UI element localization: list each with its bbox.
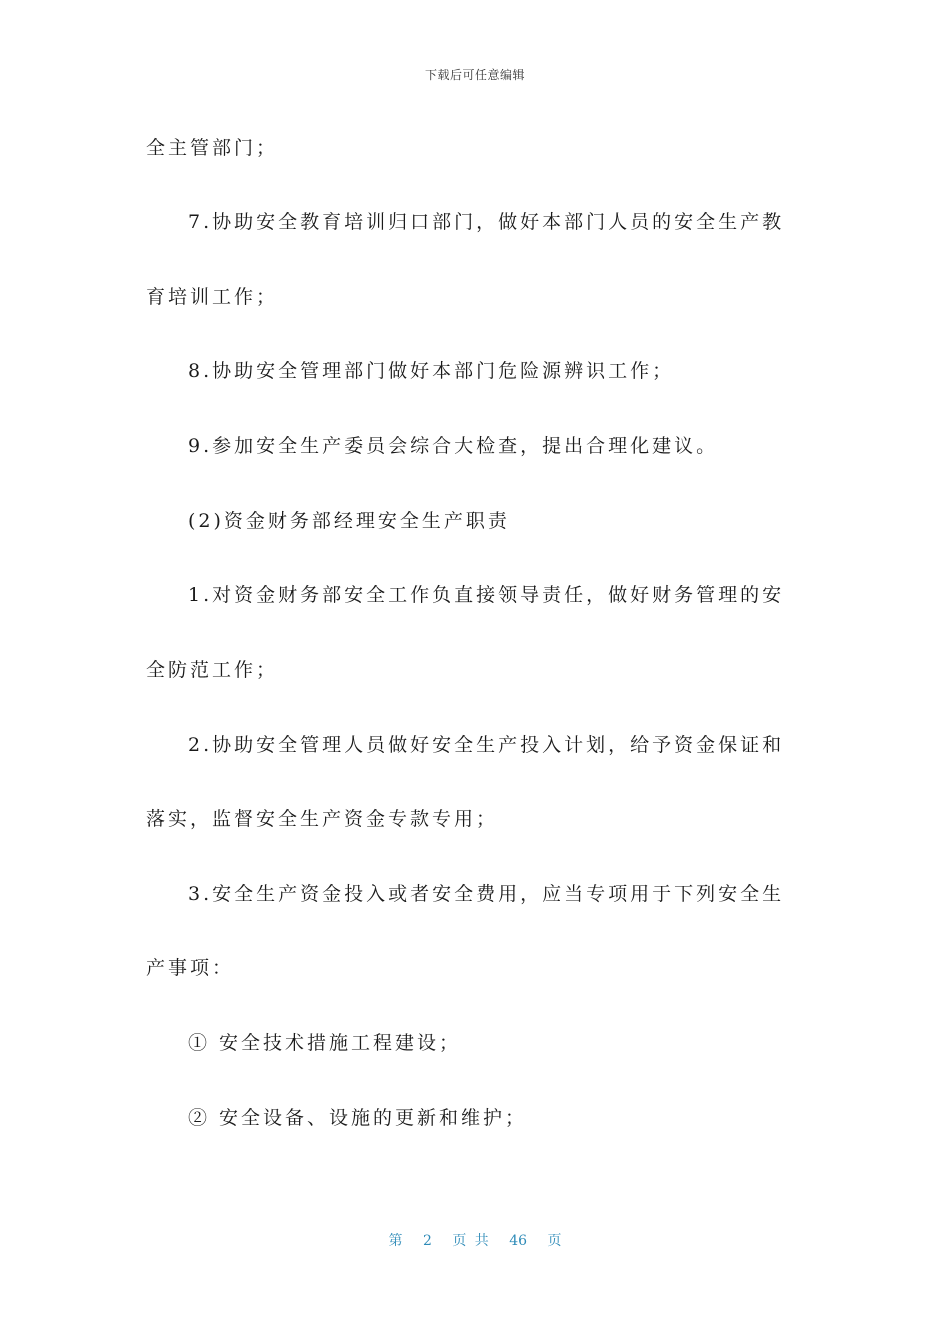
paragraph-line: 3.安全生产资金投入或者安全费用，应当专项用于下列安全生 bbox=[188, 883, 785, 905]
paragraph-line: 全防范工作； bbox=[146, 659, 279, 681]
paragraph-line: 产事项： bbox=[146, 957, 235, 979]
footer-page-number: 2 bbox=[422, 1233, 432, 1249]
footer-label-di: 第 bbox=[388, 1233, 403, 1249]
section-heading: (2)资金财务部经理安全生产职责 bbox=[188, 510, 510, 532]
paragraph-line: 落实，监督安全生产资金专款专用； bbox=[146, 808, 499, 830]
list-item: ① 安全技术措施工程建设； bbox=[188, 1032, 462, 1054]
page-footer bbox=[0, 1230, 950, 1250]
paragraph-line: 育培训工作； bbox=[146, 286, 279, 308]
list-item: ② 安全设备、设施的更新和维护； bbox=[188, 1107, 528, 1129]
footer-label-ye: 页 bbox=[547, 1233, 562, 1249]
footer-total-pages: 46 bbox=[509, 1233, 528, 1249]
paragraph-line: 9.参加安全生产委员会综合大检查，提出合理化建议。 bbox=[188, 435, 719, 457]
paragraph-line: 1.对资金财务部安全工作负直接领导责任，做好财务管理的安 bbox=[188, 584, 785, 606]
paragraph-line: 7.协助安全教育培训归口部门，做好本部门人员的安全生产教 bbox=[188, 211, 785, 233]
paragraph-line: 2.协助安全管理人员做好安全生产投入计划，给予资金保证和 bbox=[188, 734, 785, 756]
page-header-note: 下载后可任意编辑 bbox=[424, 68, 525, 82]
paragraph-line: 8.协助安全管理部门做好本部门危险源辨识工作； bbox=[188, 360, 675, 382]
footer-label-ye-gong: 页 共 bbox=[452, 1233, 489, 1249]
paragraph-line: 全主管部门； bbox=[146, 137, 279, 159]
